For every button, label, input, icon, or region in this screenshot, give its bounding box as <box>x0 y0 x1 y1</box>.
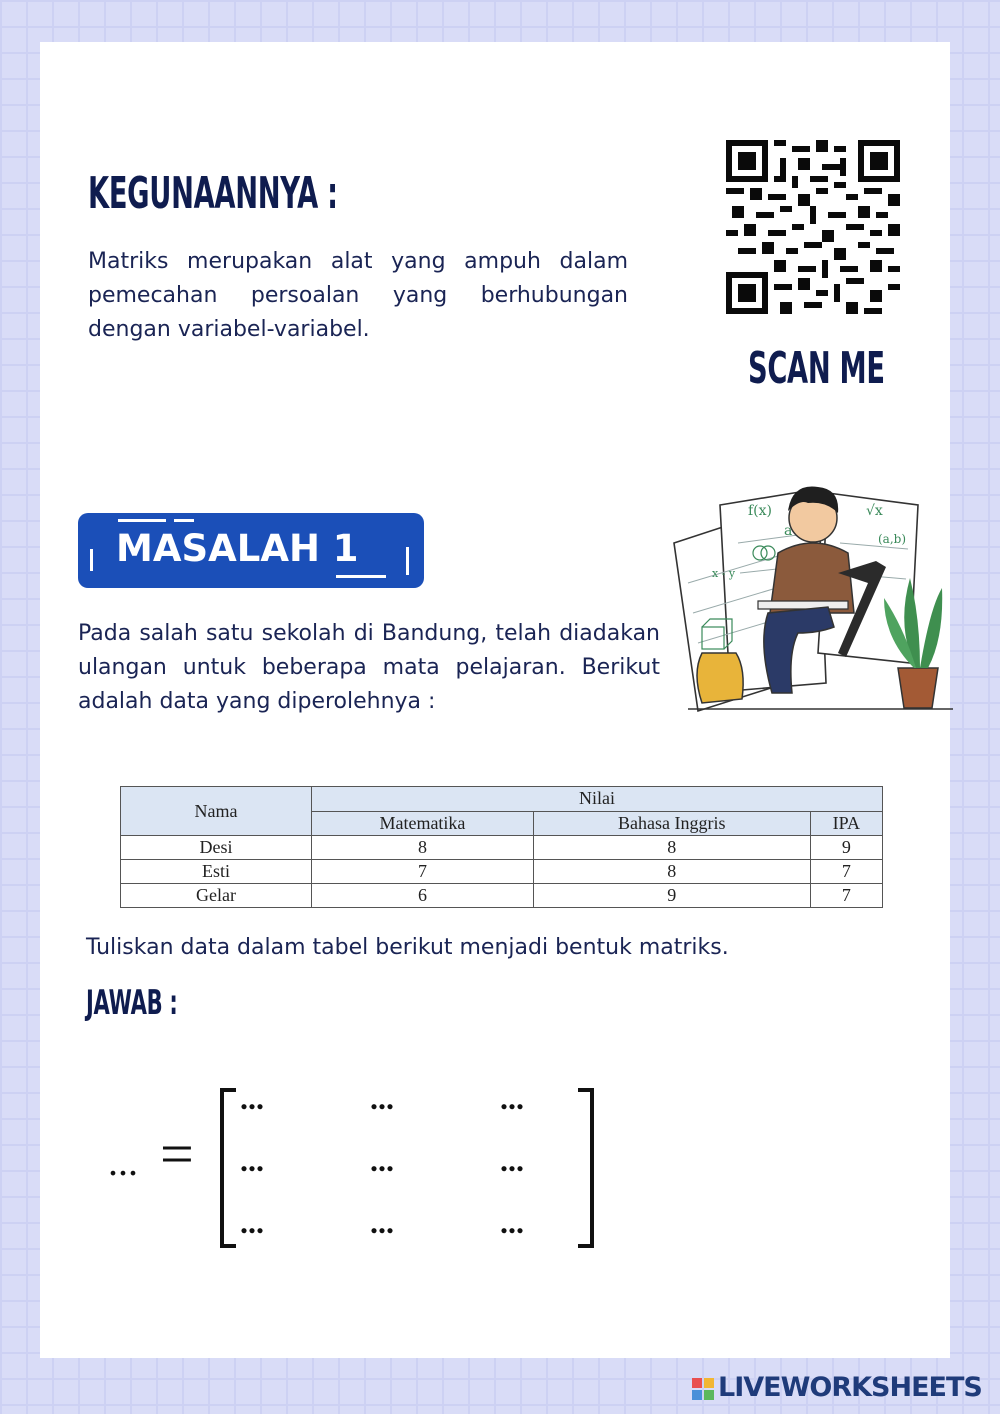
problem-banner <box>78 513 424 588</box>
banner-decoration <box>406 547 409 575</box>
table-header-subject: Matematika <box>312 811 534 836</box>
section-heading-kegunaan: KEGUNAANNYA : <box>88 168 338 219</box>
answer-matrix <box>100 1080 620 1250</box>
table-header-row <box>121 787 883 812</box>
matrix-cell-blank[interactable]: ... <box>370 1080 394 1116</box>
matrix-cell-blank[interactable]: ... <box>370 1204 394 1240</box>
table-header-subject: IPA <box>810 811 882 836</box>
banner-decoration <box>118 519 166 522</box>
formula-label: √x <box>866 503 883 519</box>
qr-code-icon[interactable] <box>726 140 900 314</box>
table-cell: 6 <box>312 884 534 908</box>
matrix-left-bracket <box>220 1088 236 1248</box>
footer-brand: LIVEWORKSHEETS <box>718 1372 982 1403</box>
table-cell: 8 <box>533 836 810 860</box>
student-studying-illustration <box>668 483 953 715</box>
answer-heading: JAWAB : <box>86 983 178 1023</box>
formula-label: a <box>784 523 793 539</box>
problem-paragraph: Pada salah satu sekolah di Bandung, telah diadakan ulangan untuk beberapa mata pelajaran. Berikut adalah data yang diperolehnya : <box>78 621 660 714</box>
table-cell: 9 <box>533 884 810 908</box>
kegunaan-paragraph: Matriks merupakan alat yang ampuh dalam pemecahan persoalan yang berhubungan dengan variabel-variabel. <box>88 249 628 342</box>
scan-me-caption: SCAN ME <box>748 343 885 394</box>
table-cell: 7 <box>312 860 534 884</box>
table-cell: 7 <box>810 884 882 908</box>
instruction-text: Tuliskan data dalam tabel berikut menjadi bentuk matriks. <box>86 935 729 960</box>
formula-label: (a,b) <box>878 532 907 546</box>
table-cell: 8 <box>312 836 534 860</box>
matrix-name-blank[interactable]: ... <box>108 1139 138 1184</box>
matrix-cell-blank[interactable]: ... <box>240 1204 264 1240</box>
problem-label: MASALAH 1 <box>116 527 359 570</box>
matrix-cell-blank[interactable]: ... <box>240 1142 264 1178</box>
matrix-cell-blank[interactable]: ... <box>500 1142 524 1178</box>
table-header-nama: Nama <box>121 787 312 836</box>
table-header-nilai: Nilai <box>312 787 883 812</box>
banner-decoration <box>336 575 386 578</box>
table-cell: 8 <box>533 860 810 884</box>
table-row <box>121 884 883 908</box>
table-header-subject: Bahasa Inggris <box>533 811 810 836</box>
matrix-cell-blank[interactable]: ... <box>240 1080 264 1116</box>
table-cell-name: Desi <box>121 836 312 860</box>
banner-decoration <box>90 549 93 571</box>
formula-label: f(x) <box>748 503 773 519</box>
matrix-right-bracket <box>578 1088 594 1248</box>
table-cell: 9 <box>810 836 882 860</box>
table-cell: 7 <box>810 860 882 884</box>
table-row <box>121 860 883 884</box>
matrix-cell-blank[interactable]: ... <box>500 1080 524 1116</box>
table-row <box>121 836 883 860</box>
banner-decoration <box>174 519 194 522</box>
liveworksheets-logo-icon <box>692 1378 714 1400</box>
table-cell-name: Esti <box>121 860 312 884</box>
formula-label: x - y <box>712 567 736 580</box>
grades-table <box>120 786 883 908</box>
matrix-cell-blank[interactable]: ... <box>500 1204 524 1240</box>
table-cell-name: Gelar <box>121 884 312 908</box>
equals-sign: = <box>160 1121 194 1187</box>
matrix-cell-blank[interactable]: ... <box>370 1142 394 1178</box>
